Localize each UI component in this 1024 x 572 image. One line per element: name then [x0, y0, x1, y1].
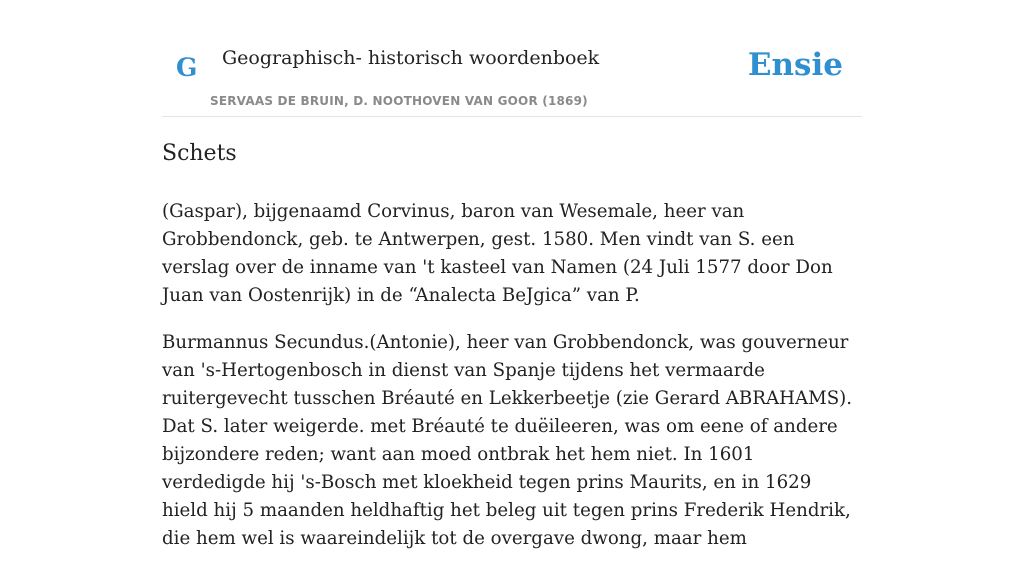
ensie-logo[interactable]: Ensie — [747, 47, 843, 83]
header — [162, 0, 862, 117]
book-letter-icon[interactable]: G — [176, 53, 198, 82]
entry-content — [162, 138, 862, 572]
entry-paragraph: Burmannus Secundus.(Antonie), heer van Grobbendonck, was gouverneur van 's-Hertogenbosch in dienst van Spanje tijdens het vermaarde ruitergevecht tusschen Bréauté en Lekkerbeetje (zie Gerard ABRAHAMS). Dat S. later weigerde. met Bréauté te duëileeren, was om eene of andere bijzondere reden; want aan moed ontbrak het hem niet. In 1601 verdedigde hij 's-Bosch met kloekheid tegen prins Maurits, en in 1629 hield hij 5 maanden heldhaftig het beleg uit tegen prins Frederik Hendrik, die hem wel is waareindelijk tot de overgave dwong, maar hem — [162, 332, 853, 549]
entry-title: Schets — [162, 141, 237, 166]
entry-paragraph: (Gaspar), bijgenaamd Corvinus, baron van Wesemale, heer van Grobbendonck, geb. te Antwerpen, gest. 1580. Men vindt van S. een verslag over de inname van 't kasteel van Namen (24 Juli 1577 door Don Juan van Oostenrijk) in de “Analecta BeJgica” van P. — [162, 201, 833, 306]
book-authors: SERVAAS DE BRUIN, D. NOOTHOVEN VAN GOOR (1869) — [210, 94, 588, 108]
book-title-link[interactable]: Geographisch- historisch woordenboek — [222, 47, 600, 69]
